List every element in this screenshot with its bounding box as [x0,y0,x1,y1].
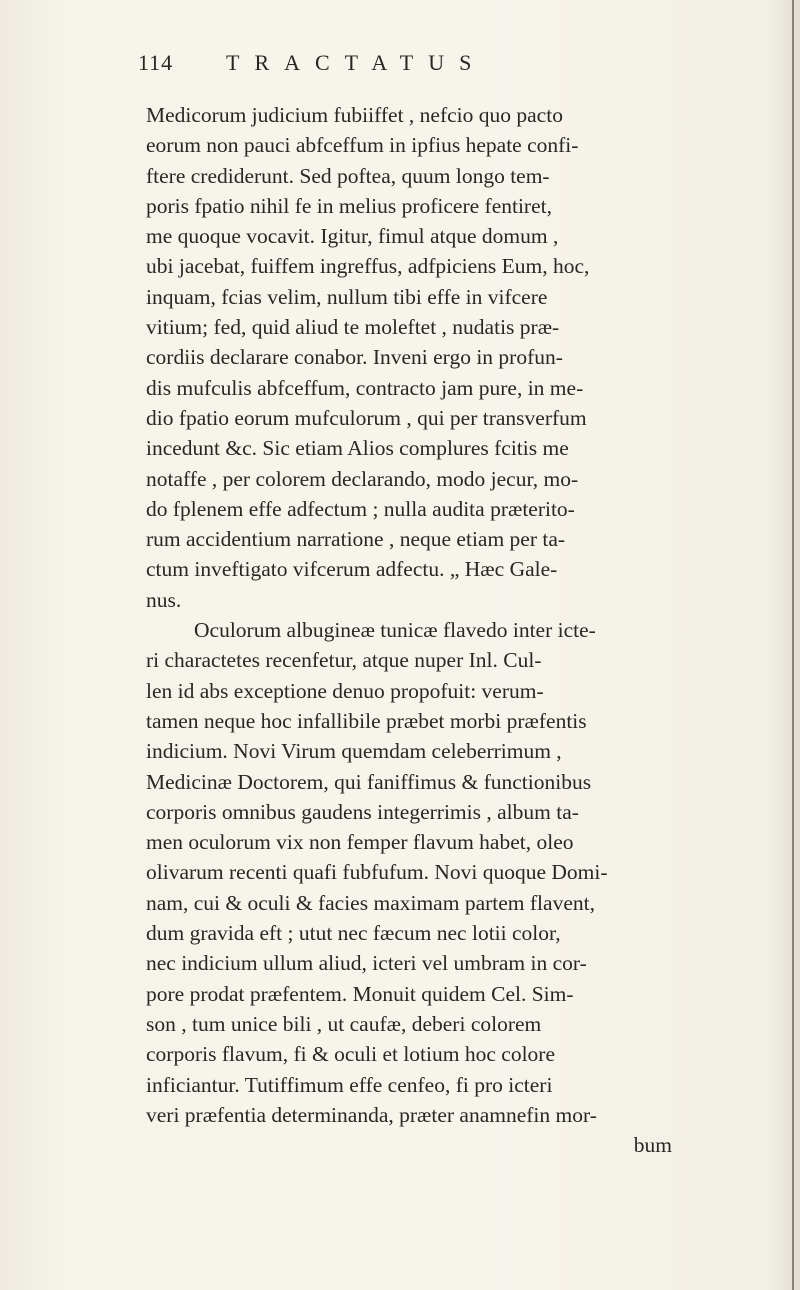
text-line: ftere crediderunt. Sed poftea, quum longo tem- [146,163,550,188]
text-line: eorum non pauci abfceffum in ipfius hepate confi- [146,133,579,158]
text-line: inquam, fcias velim, nullum tibi effe in vifcere [146,284,548,309]
text-line: tamen neque hoc infallibile præbet morbi præfentis [146,708,587,733]
text-line: rum accidentium narratione , neque etiam per ta- [146,527,566,552]
text-line: corporis flavum, fi & oculi et lotium hoc colore [146,1042,555,1067]
text-line: poris fpatio nihil fe in melius proficere fentiret, [146,193,552,218]
page-header [138,50,618,90]
text-line: Medicinæ Doctorem, qui faniffimus & functionibus [146,769,592,794]
text-line: len id abs exceptione denuo propofuit: verum- [146,678,544,703]
text-line: son , tum unice bili , ut caufæ, deberi colorem [146,1011,542,1036]
text-line: me quoque vocavit. Igitur, fimul atque domum , [146,224,559,249]
text-line: notaffe , per colorem declarando, modo jecur, mo- [146,466,579,491]
text-line: indicium. Novi Virum quemdam celeberrimum , [146,739,562,764]
text-line: cordiis declarare conabor. Inveni ergo in profun- [146,345,563,370]
text-line: olivarum recenti quafi fubfufum. Novi quoque Domi- [146,860,608,885]
page-edge-divider [792,0,794,1290]
text-line: nam, cui & oculi & facies maximam partem flavent, [146,890,595,915]
text-line: veri præfentia determinanda, præter anamnefin mor- [146,1102,597,1127]
text-line: ubi jacebat, fuiffem ingreffus, adfpiciens Eum, hoc, [146,254,590,279]
text-line: corporis omnibus gaudens integerrimis , album ta- [146,799,579,824]
text-line: inficiantur. Tutiffimum effe cenfeo, fi pro icteri [146,1072,553,1097]
text-line: men oculorum vix non femper flavum habet, oleo [146,830,574,855]
text-line: ri charactetes recenfetur, atque nuper Inl. Cul- [146,648,542,673]
catchword: bum [633,1133,672,1158]
text-line: incedunt &c. Sic etiam Alios complures fcitis me [146,436,569,461]
text-line: dio fpatio eorum mufculorum , qui per transverfum [146,405,587,430]
text-line: dis mufculis abfceffum, contracto jam pure, in me- [146,375,584,400]
page-number: 114 [138,50,174,75]
text-line: vitium; fed, quid aliud te moleftet , nudatis præ- [146,315,560,340]
text-line: Medicorum judicium fubiiffet , nefcio quo pacto [146,103,563,127]
text-line: dum gravida eft ; utut nec fæcum nec lotii color, [146,921,561,946]
text-line: nus. [146,587,182,612]
paragraph-start-line: Oculorum albugineæ tunicæ flavedo inter icte- [194,618,596,643]
body-text [146,100,768,1160]
text-line: pore prodat præfentem. Monuit quidem Cel. Sim- [146,981,574,1006]
running-title: TRACTATUS [226,50,487,75]
text-line: do fplenem effe adfectum ; nulla audita præterito- [146,496,575,521]
text-line: ctum inveftigato vifcerum adfectu. „ Hæc Gale- [146,557,558,582]
text-line: nec indicium ullum aliud, icteri vel umbram in cor- [146,951,587,976]
